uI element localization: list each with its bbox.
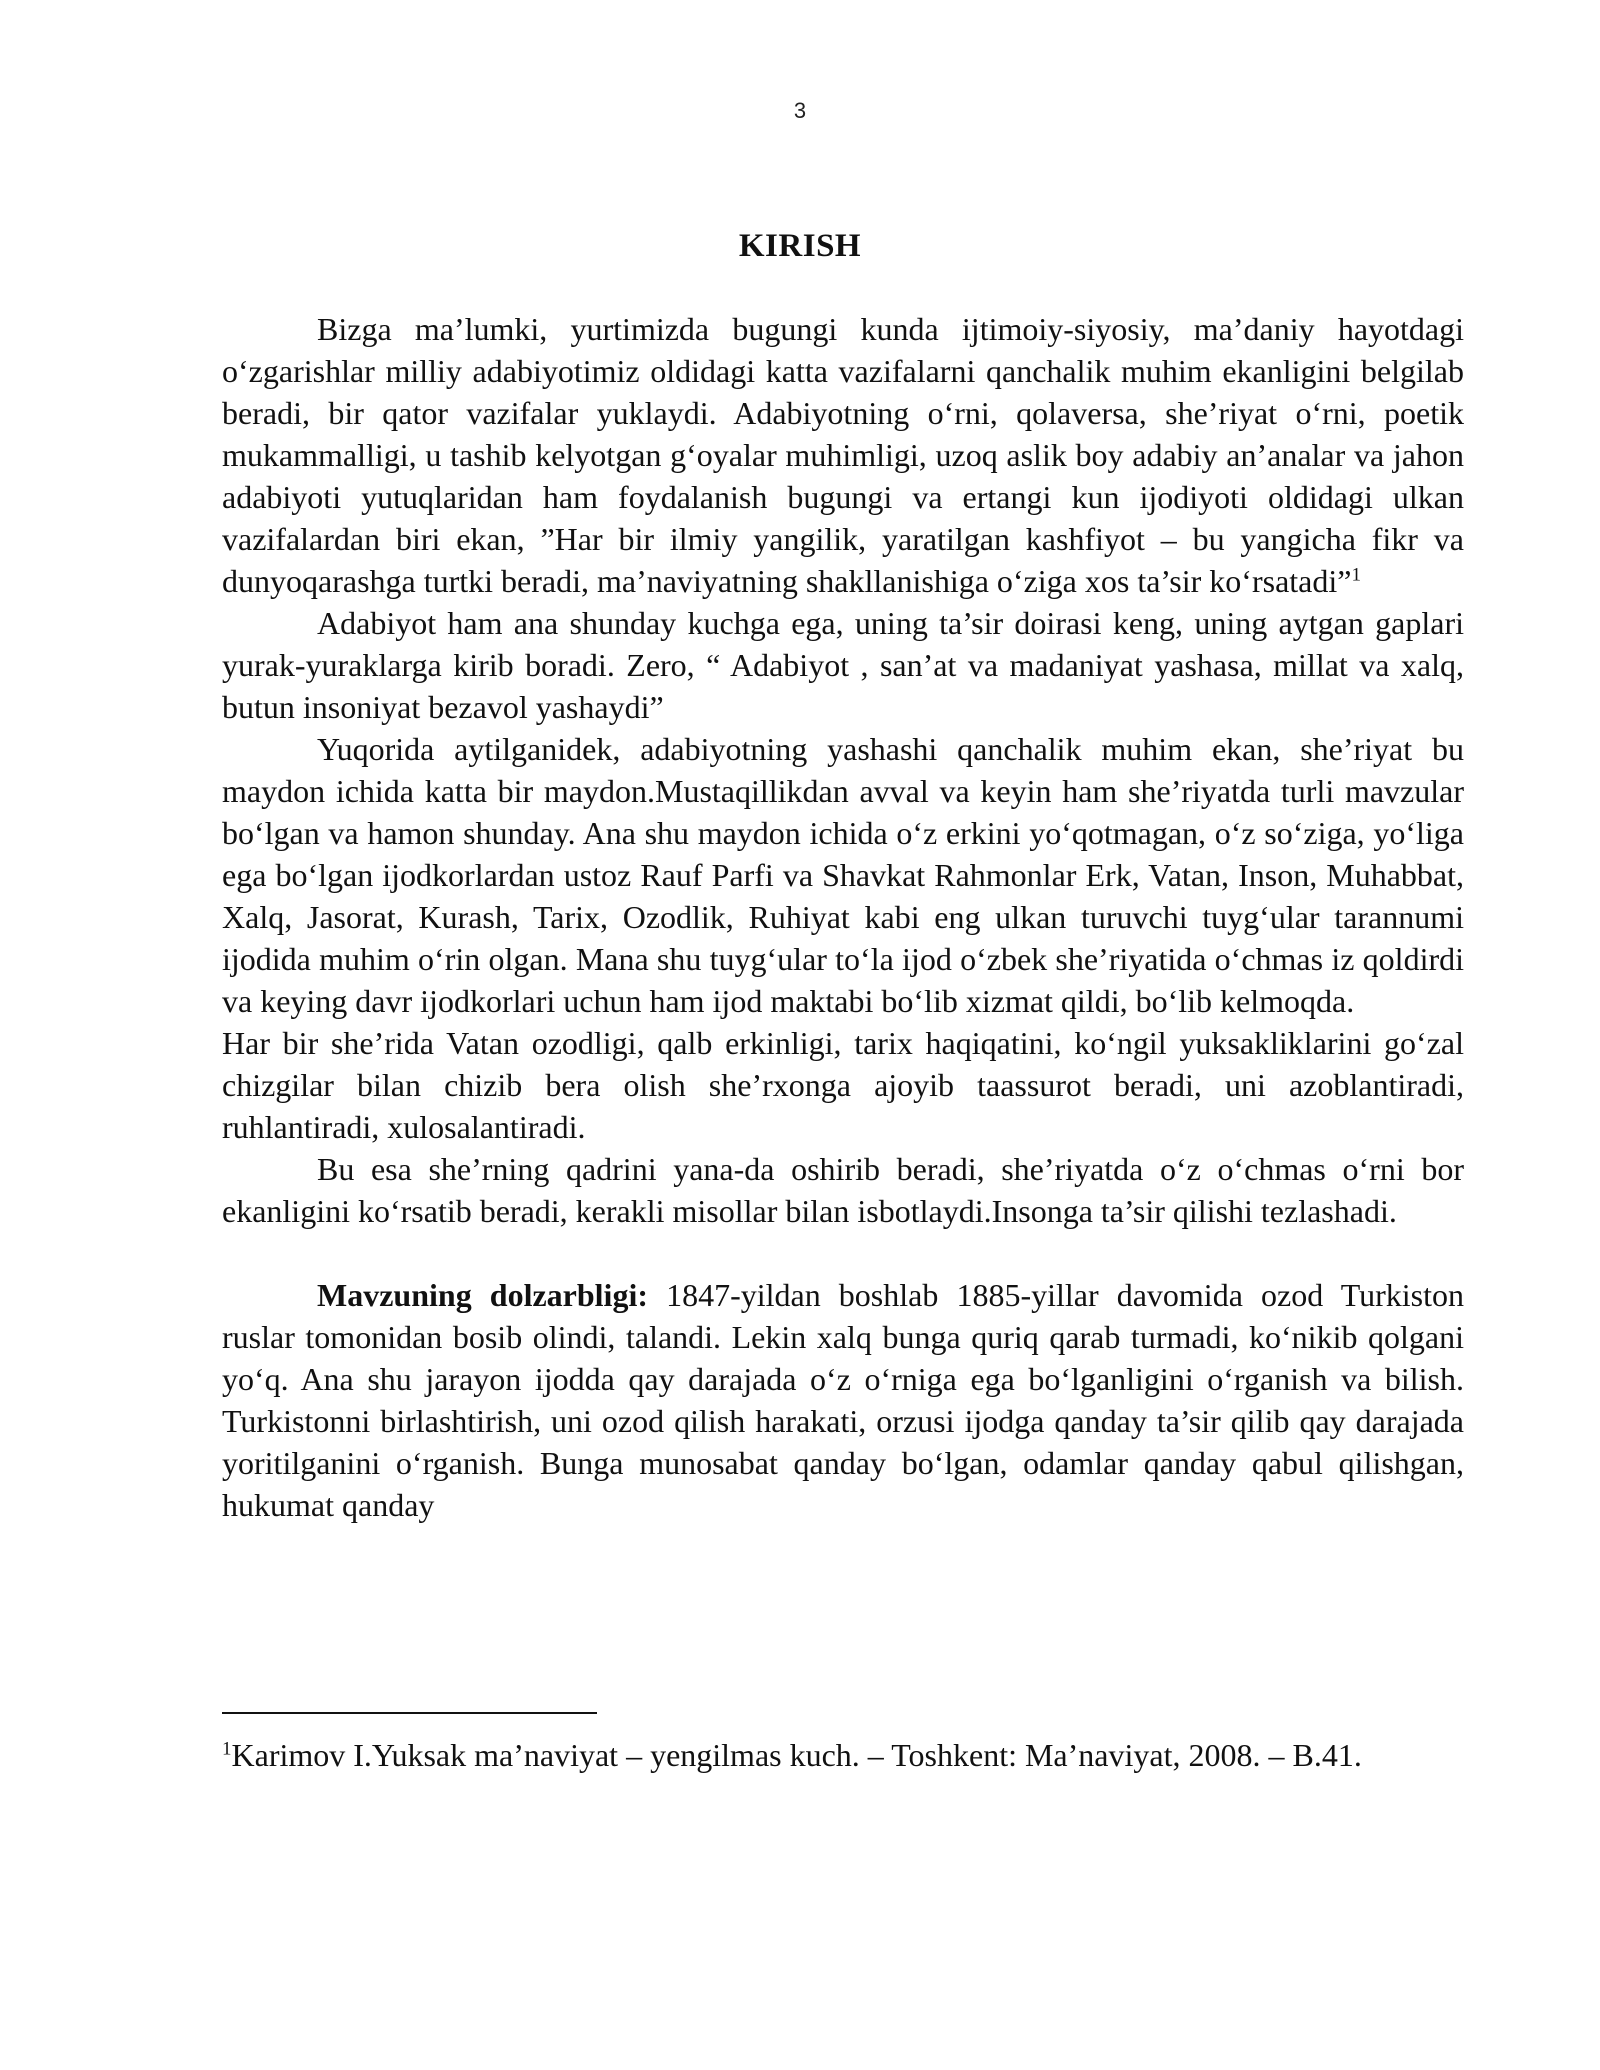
paragraph-vatan: Har bir she’rida Vatan ozodligi, qalb erkinligi, tarix haqiqatini, ko‘ngil yuksakliklarini go‘zal chizgilar bilan chizib bera olish she’rxonga ajoyib taassurot beradi, uni azoblantiradi, ruhlantiradi, xulosalantiradi. — [222, 1025, 1464, 1145]
paragraph-qadr: Bu esa she’rning qadrini yana-da oshirib beradi, she’riyatda o‘z o‘chmas o‘rni bor ekanligini ko‘rsatib beradi, kerakli misollar bilan isbotlaydi.Insonga ta’sir qilishi tezlashadi. — [222, 1151, 1464, 1229]
dolzarblik-text: 1847-yildan boshlab 1885-yillar davomida ozod Turkiston ruslar tomonidan bosib olindi, talandi. Lekin xalq bunga quriq qarab turmadi, ko‘nikib qolgani yo‘q. Ana shu jarayon ijodda qay darajada o‘z o‘rniga ega bo‘lganligini o‘rganish va bilish. Turkistonni birlashtirish, uni ozod qilish harakati, orzusi ijodga qanday ta’sir qilib qay darajada yoritilganini o‘rganish. Bunga munosabat qanday bo‘lgan, odamlar qanday qabul qilishgan, hukumat qanday — [222, 1277, 1465, 1523]
footnote — [222, 1734, 1464, 1776]
paragraph-dolzarblik — [222, 1274, 1464, 1526]
paragraph-adabiyot: Adabiyot ham ana shunday kuchga ega, uning ta’sir doirasi keng, uning aytgan gaplari yurak-yuraklarga kirib boradi. Zero, “ Adabiyot , san’at va madaniyat yashasa, millat va xalq, butun insoniyat bezavol yashaydi” — [222, 605, 1464, 725]
paragraph-intro-text: Bizga ma’lumki, yurtimizda bugungi kunda ijtimoiy-siyosiy, ma’daniy hayotdagi o‘zgarishlar milliy adabiyotimiz oldidagi katta vazifalarni qanchalik muhim ekanligini belgilab beradi, bir qator vazifalar yuklaydi. Adabiyotning o‘rni, qolaversa, she’riyat o‘rni, poetik mukammalligi, u tashib kelyotgan g‘oyalar muhimligi, uzoq aslik boy adabiy an’analar va jahon adabiyoti yutuqlaridan ham foydalanish bugungi va ertangi kun ijodiyoti oldidagi ulkan vazifalardan biri ekan, ”Har bir ilmiy yangilik, yaratilgan kashfiyot – bu yangicha fikr va dunyoqarashga turtki beradi, ma’naviyatning shakllanishiga o‘ziga xos ta’sir ko‘rsatadi” — [222, 311, 1464, 599]
paragraph-intro — [222, 308, 1464, 602]
footnote-reference[interactable]: 1 — [1351, 564, 1361, 586]
section-heading: KIRISH — [738, 228, 862, 264]
page-number: 3 — [793, 98, 807, 123]
footnote-divider — [222, 1712, 597, 1714]
footnote-marker: 1 — [222, 1738, 232, 1760]
paragraph-sheriyat: Yuqorida aytilganidek, adabiyotning yashashi qanchalik muhim ekan, she’riyat bu maydon ichida katta bir maydon.Mustaqillikdan avval va keyin ham she’riyatda turli mavzular bo‘lgan va hamon shunday. Ana shu maydon ichida o‘z erkini yo‘qotmagan, o‘z so‘ziga, yo‘liga ega bo‘lgan ijodkorlardan ustoz Rauf Parfi va Shavkat Rahmonlar Erk, Vatan, Inson, Muhabbat, Xalq, Jasorat, Kurash, Tarix, Ozodlik, Ruhiyat kabi eng ulkan turuvchi tuyg‘ular tarannumi ijodida muhim o‘rin olgan. Mana shu tuyg‘ular to‘la ijod o‘zbek she’riyatida o‘chmas iz qoldirdi va keying davr ijodkorlari uchun ham ijod maktabi bo‘lib xizmat qildi, bo‘lib kelmoqda. — [222, 731, 1464, 1019]
body-text — [222, 308, 1464, 1526]
footnote-text: Karimov I.Yuksak ma’naviyat – yengilmas kuch. – Toshkent: Ma’naviyat, 2008. – B.41. — [231, 1737, 1362, 1773]
paragraph-spacer — [222, 1232, 1464, 1274]
dolzarblik-lead: Mavzuning dolzarbligi: — [317, 1277, 648, 1313]
